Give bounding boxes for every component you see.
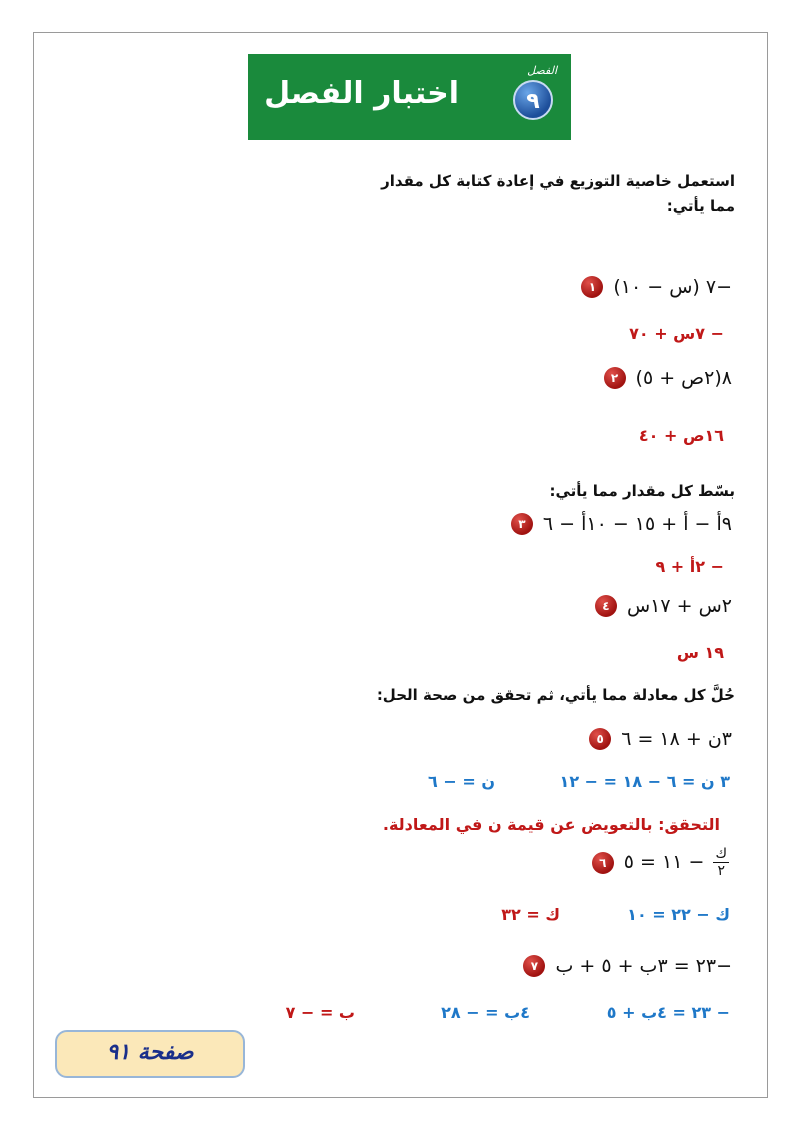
question-expression: −٢٣ = ٣ب + ٥ + ب	[555, 955, 732, 977]
answer-4: ١٩ س	[676, 643, 724, 662]
answer-3: − ٢أ + ٩	[655, 557, 724, 576]
question-expression: −٧ (س − ١٠)	[613, 276, 732, 298]
question-number-badge: ٦	[592, 852, 614, 874]
fraction-denominator: ٢	[717, 863, 725, 879]
question-number-badge: ٧	[523, 955, 545, 977]
question-6	[592, 846, 732, 879]
question-number-badge: ٤	[595, 595, 617, 617]
answer-7-step3: ب = − ٧	[285, 1003, 355, 1022]
question-4	[595, 595, 732, 617]
answer-6-step1: ك − ٢٢ = ١٠	[627, 905, 730, 924]
answer-5-step1: ٣ ن = ٦ − ١٨ = − ١٢	[559, 772, 730, 791]
question-1	[581, 276, 732, 298]
question-expression: ٩أ − أ + ١٥ − ١٠أ − ٦	[542, 513, 732, 535]
question-number-badge: ١	[581, 276, 603, 298]
question-expression: ٢س + ١٧س	[626, 595, 732, 617]
chapter-number-badge: ٩	[513, 80, 553, 120]
question-expression-rest: − ١١ = ٥	[623, 851, 705, 873]
instruction-solve: حُلَّ كل معادلة مما يأتي، ثم تحقق من صحة الحل:	[376, 686, 735, 704]
page-number: صفحة ٩١	[106, 1040, 194, 1065]
answer-5-step2: ن = − ٦	[428, 772, 495, 791]
question-expression	[624, 846, 732, 879]
answer-6-step2: ك = ٣٢	[501, 905, 560, 924]
question-3	[511, 513, 732, 535]
instruction-distribute-cont: مما يأتي:	[666, 197, 735, 215]
question-2	[604, 367, 732, 389]
fraction	[713, 846, 729, 879]
instruction-distribute: استعمل خاصية التوزيع في إعادة كتابة كل مقدار	[381, 172, 735, 190]
chapter-test-header	[248, 54, 571, 140]
fraction-numerator: ك	[715, 846, 727, 862]
question-number-badge: ٣	[511, 513, 533, 535]
page-number-box	[55, 1030, 245, 1078]
question-number-badge: ٢	[604, 367, 626, 389]
answer-2: ١٦ص + ٤٠	[638, 426, 724, 445]
question-5	[589, 728, 732, 750]
chapter-label: الفصل	[527, 64, 557, 77]
answer-5-check: التحقق: بالتعويض عن قيمة ن في المعادلة.	[382, 815, 720, 834]
answer-7-step2: ٤ب = − ٢٨	[441, 1003, 530, 1022]
answer-7-step1: − ٢٣ = ٤ب + ٥	[606, 1003, 730, 1022]
question-7	[523, 955, 732, 977]
question-expression: ٨(٢ص + ٥)	[635, 367, 732, 389]
page-title: اختبار الفصل	[264, 76, 459, 111]
answer-1: − ٧س + ٧٠	[629, 324, 724, 343]
question-expression: ٣ن + ١٨ = ٦	[621, 728, 732, 750]
question-number-badge: ٥	[589, 728, 611, 750]
instruction-simplify: بسّط كل مقدار مما يأتي:	[549, 482, 735, 500]
